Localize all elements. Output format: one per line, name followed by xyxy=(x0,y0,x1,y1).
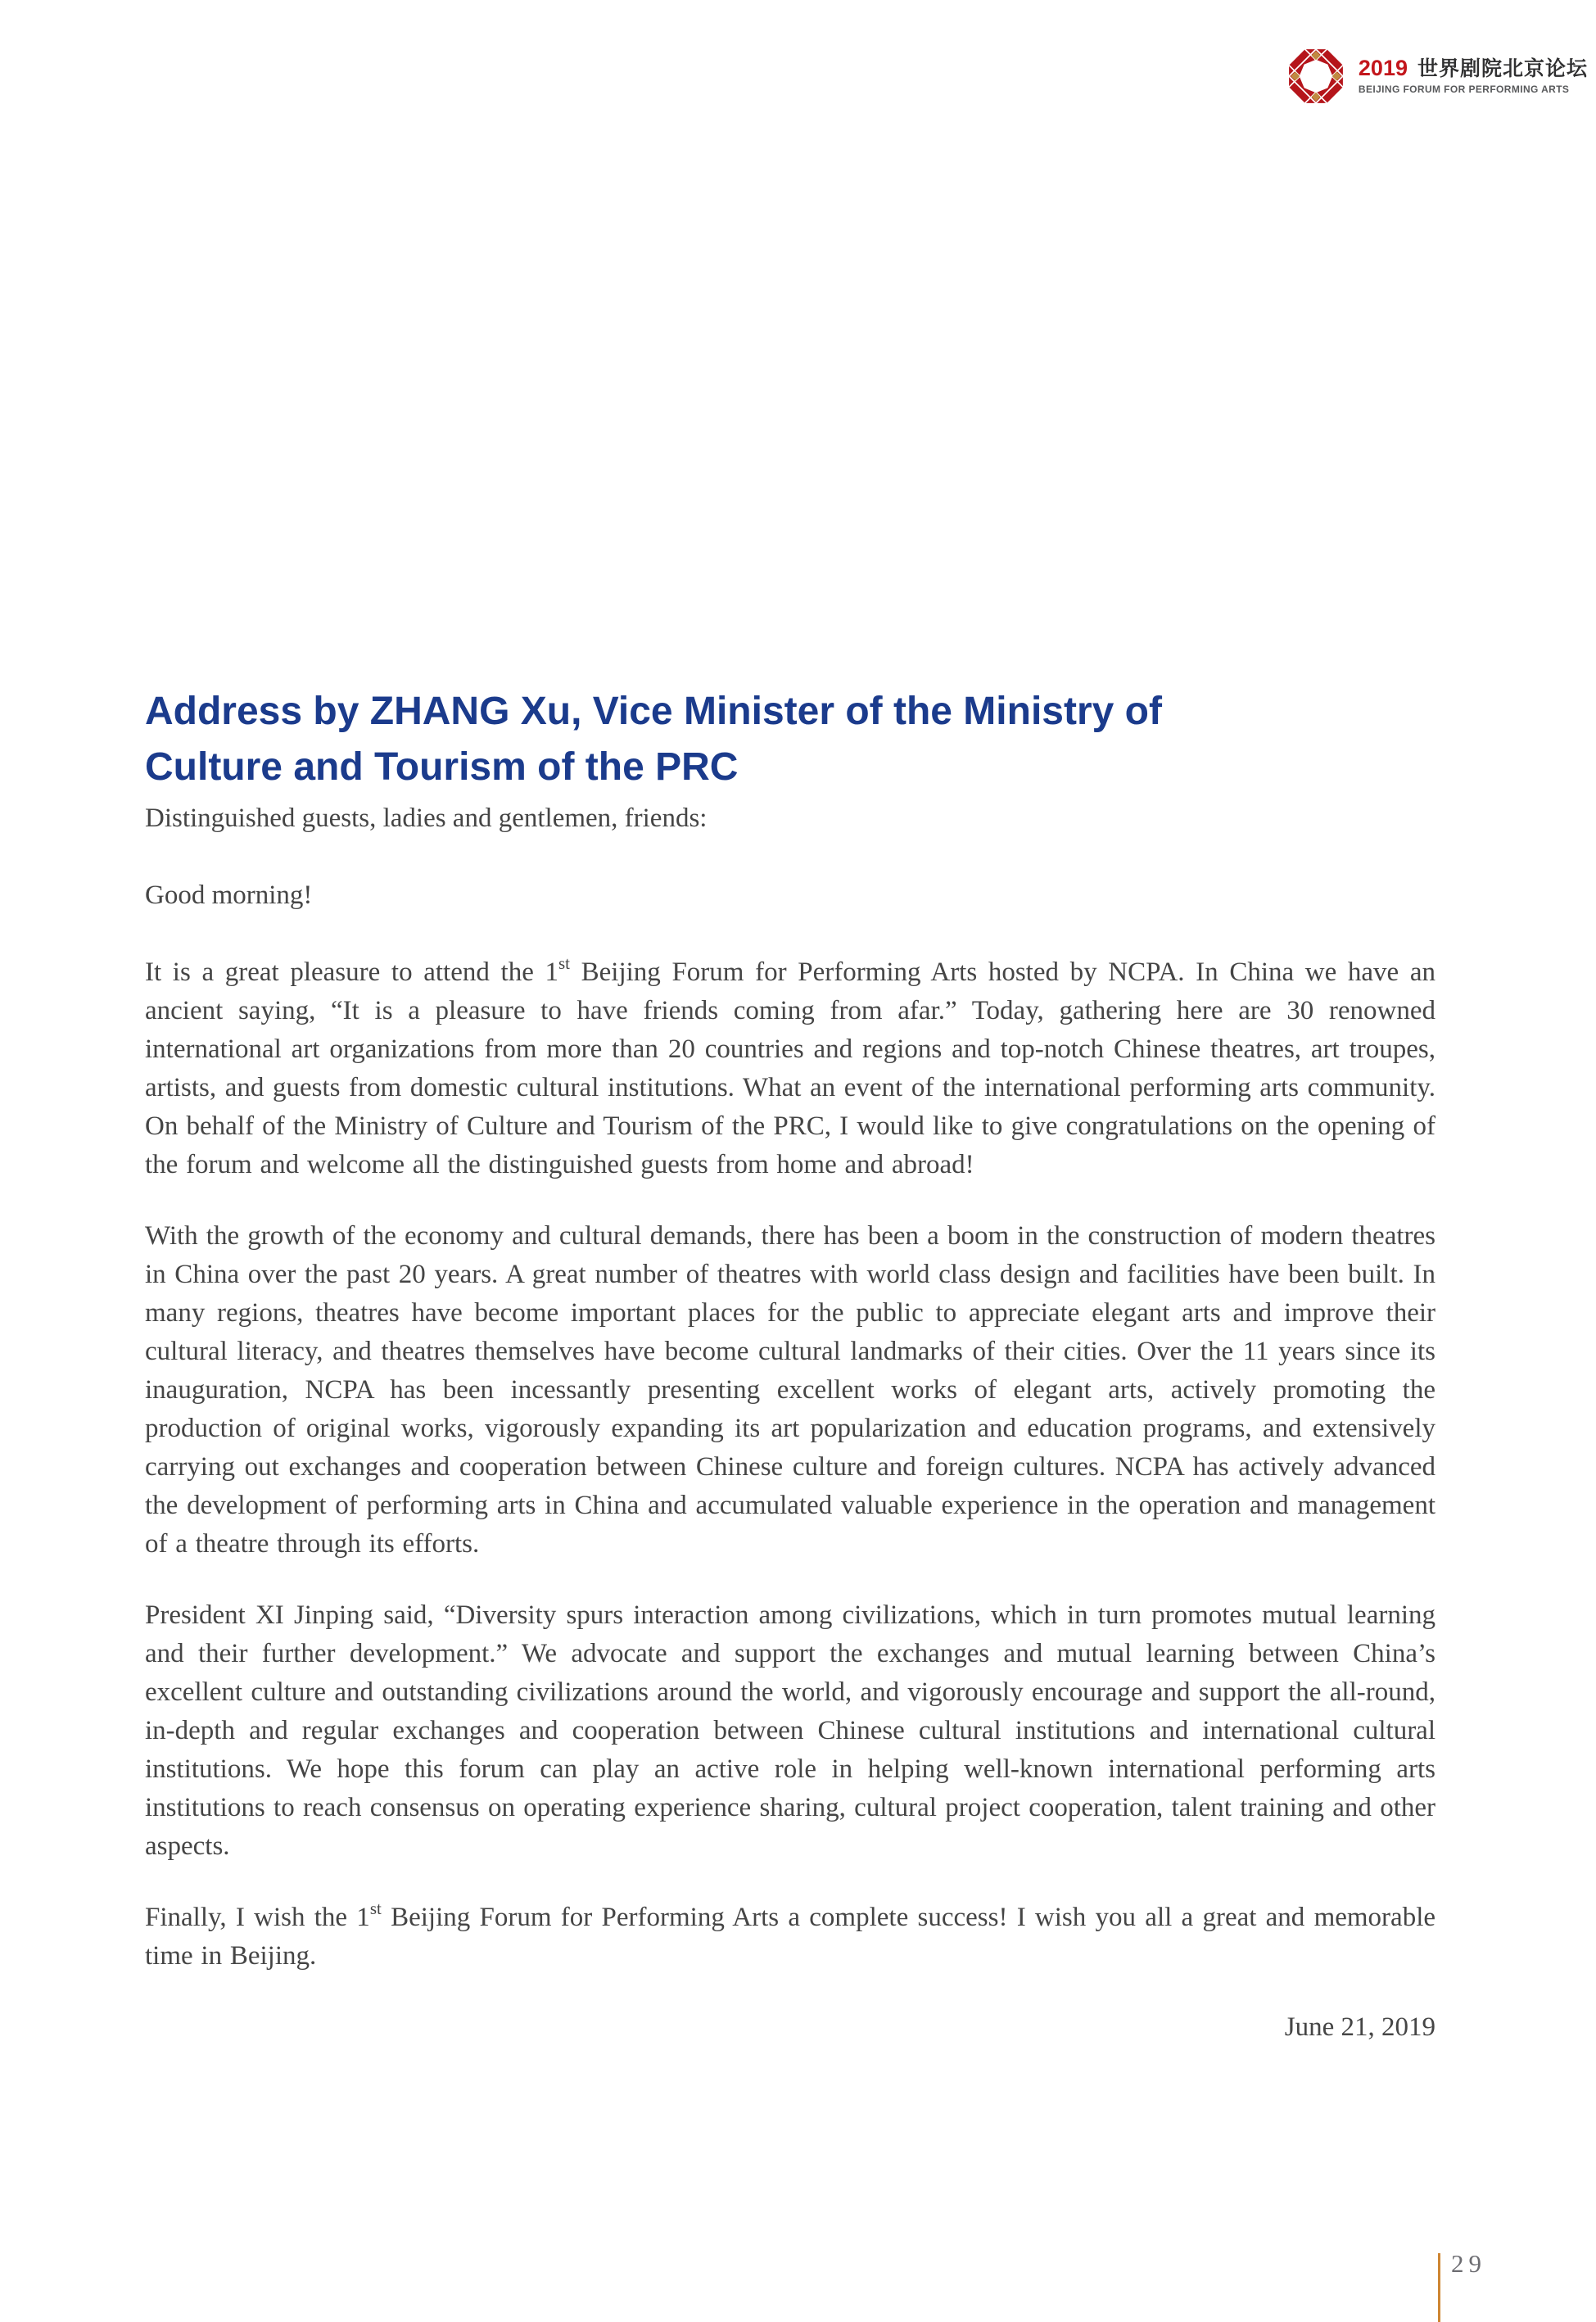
article-title xyxy=(145,684,1435,795)
greeting-line: Good morning! xyxy=(145,880,313,910)
logo-title-cn: 世界剧院北京论坛 xyxy=(1417,57,1588,80)
paragraph-3: President XI Jinping said, “Diversity spurs interaction among civilizations, which in turn promotes mutual learning and their further development.” We advocate and support the exchanges and mutual learning between China’s excellent culture and outstanding civilizations around the world, and vigorously encourage and support the all-round, in-depth and regular exchanges and cooperation between Chinese cultural institutions and international cultural institutions. We hope this forum can play an active role in helping well-known international performing arts institutions to reach consensus on operating experience sharing, cultural project cooperation, talent training and other aspects. xyxy=(145,1600,1435,1861)
ordinal-superscript: st xyxy=(558,953,570,973)
salutation-line: Distinguished guests, ladies and gentlemen, friends: xyxy=(145,803,708,833)
paragraph-4-post: Beijing Forum for Performing Arts a complete success! I wish you all a great and memorable time in Beijing. xyxy=(145,1903,1436,1971)
paragraph-4-pre: Finally, I wish the 1 xyxy=(145,1903,370,1932)
date-line: June 21, 2019 xyxy=(1284,2012,1435,2042)
page-number: 29 xyxy=(1451,2249,1486,2278)
forum-logo-text xyxy=(1359,57,1588,95)
paragraph-2: With the growth of the economy and cultural demands, there has been a boom in the construction of modern theatres in China over the past 20 years. A great number of theatres with world class design and facilities have been built. In many regions, theatres have become important places for the public to appreciate elegant arts and improve their cultural literacy, and theatres themselves have become cultural landmarks of their cities. Over the 11 years since its inauguration, NCPA has been incessantly presenting excellent works of elegant arts, actively promoting the production of original works, vigorously expanding its art popularization and education programs, and extensively carrying out exchanges and cooperation between Chinese culture and foreign cultures. NCPA has actively advanced the development of performing arts in China and accumulated valuable experience in the operation and management of a theatre through its efforts. xyxy=(145,1221,1435,1559)
article-title-line2: Culture and Tourism of the PRC xyxy=(145,745,739,789)
article xyxy=(145,684,1435,2047)
article-body xyxy=(145,799,1435,2047)
ordinal-superscript: st xyxy=(369,1899,382,1918)
logo-year: 2019 xyxy=(1358,56,1408,80)
forum-logo xyxy=(1287,48,1588,105)
forum-emblem-icon xyxy=(1287,48,1345,105)
page-number-rule xyxy=(1438,2253,1440,2322)
paragraph-4 xyxy=(145,1899,1435,1976)
article-title-line1: Address by ZHANG Xu, Vice Minister of the Ministry of xyxy=(145,690,1162,733)
forum-logo-title xyxy=(1359,57,1588,80)
paragraph-1-post: Beijing Forum for Performing Arts hosted by NCPA. In China we have an ancient saying, “It is a pleasure to have friends coming from afar.” Today, gathering here are 30 renowned international art organizations from more than 20 countries and regions and top-notch Chinese theatres, art troupes, artists, and guests from domestic cultural institutions. What an event of the international performing arts community. On behalf of the Ministry of Culture and Tourism of the PRC, I would like to give congratulations on the opening of the forum and welcome all the distinguished guests from home and abroad! xyxy=(145,957,1435,1179)
logo-title-en: BEIJING FORUM FOR PERFORMING ARTS xyxy=(1358,84,1570,95)
paragraph-1 xyxy=(145,953,1435,1184)
paragraph-1-pre: It is a great pleasure to attend the 1 xyxy=(145,957,558,987)
